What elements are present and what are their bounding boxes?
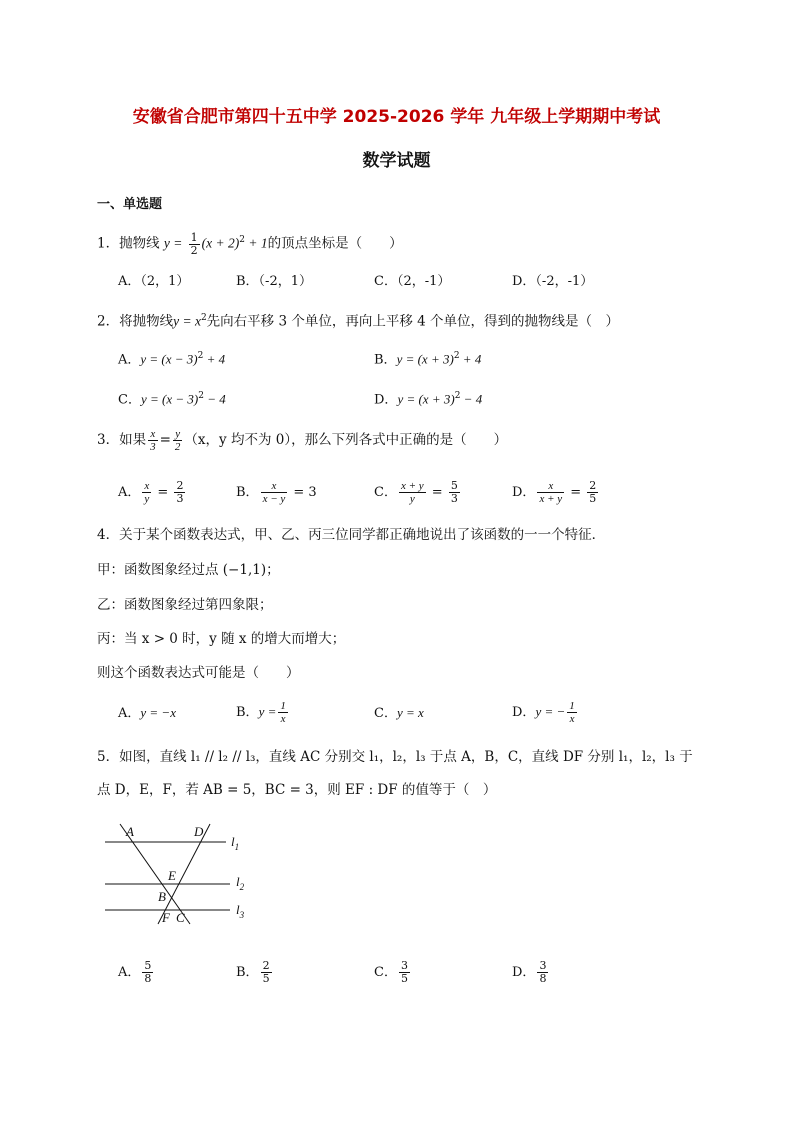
option-label: B． bbox=[236, 965, 259, 980]
exponent: 2 bbox=[200, 313, 207, 323]
option-a: A．（2，1） bbox=[118, 274, 190, 289]
question-5-stem bbox=[97, 747, 693, 767]
fraction bbox=[449, 480, 460, 505]
fraction bbox=[261, 480, 288, 505]
question-number: 4． bbox=[97, 527, 120, 543]
option-label: C． bbox=[118, 392, 141, 408]
denominator: x + y bbox=[539, 493, 563, 505]
exponent: 2 bbox=[198, 391, 204, 401]
option-d bbox=[374, 386, 482, 410]
option-label: D． bbox=[512, 965, 536, 980]
label-l3 bbox=[236, 902, 245, 920]
numerator: 2 bbox=[176, 479, 184, 492]
numerator: 2 bbox=[262, 959, 270, 972]
denominator: 5 bbox=[589, 492, 597, 505]
option-label: A． bbox=[118, 485, 141, 500]
numerator: x bbox=[537, 480, 564, 493]
option-label: A． bbox=[118, 965, 141, 980]
denominator: y bbox=[409, 493, 415, 505]
option-label: A． bbox=[118, 352, 141, 368]
option-b bbox=[236, 700, 290, 725]
fraction bbox=[537, 960, 548, 985]
fraction bbox=[142, 480, 151, 505]
exponent: 2 bbox=[197, 351, 204, 361]
option-b: B． $\frac{x}{x - y}$ = 3 bbox=[236, 480, 317, 505]
question-2-stem bbox=[97, 308, 619, 332]
fraction bbox=[189, 232, 200, 257]
fraction bbox=[537, 480, 564, 505]
section-heading: 一、单选题 bbox=[97, 197, 163, 212]
numerator: 1 bbox=[190, 230, 198, 244]
label-l: l bbox=[236, 874, 240, 889]
numerator: x + y bbox=[400, 480, 424, 492]
option-label: D． bbox=[374, 392, 398, 408]
stem-text: 先向右平移 3 个单位，再向上平移 4 个单位，得到的抛物线是（ ） bbox=[206, 313, 620, 330]
denominator: 3 bbox=[450, 492, 458, 505]
label-d: D bbox=[194, 824, 204, 839]
math-expr: y = x bbox=[173, 313, 201, 329]
exponent: 2 bbox=[454, 391, 461, 401]
stem-text: 关于某个函数表达式，甲、乙、丙三位同学都正确地说出了该函数的一一个特征． bbox=[119, 527, 606, 543]
option-label: C． bbox=[374, 485, 397, 500]
numerator: x bbox=[261, 480, 288, 493]
option-label: B． bbox=[236, 485, 259, 500]
math-expr: (x + 2) bbox=[201, 235, 240, 251]
denominator: 3 bbox=[150, 441, 156, 453]
math-expr: − 4 bbox=[460, 391, 483, 407]
denominator: y bbox=[144, 493, 150, 505]
option-c bbox=[374, 703, 424, 724]
label-b: B bbox=[158, 889, 166, 904]
label-e: E bbox=[168, 868, 176, 883]
condition-yi: 乙：函数图象经过第四象限； bbox=[97, 597, 273, 613]
option-label: B． bbox=[236, 705, 259, 720]
math-expr: y = x bbox=[396, 705, 424, 720]
question-number: 1． bbox=[97, 235, 120, 252]
numerator: 1 bbox=[280, 700, 286, 712]
option-b: B．（-2，1） bbox=[236, 274, 312, 289]
math-expr: + 1 bbox=[245, 235, 268, 251]
option-a bbox=[118, 960, 155, 985]
line-df bbox=[158, 824, 210, 924]
option-c: C．（2，-1） bbox=[374, 274, 451, 289]
equals-sign: = bbox=[159, 432, 171, 448]
math-expr: y = (x + 3) bbox=[396, 351, 454, 367]
question-number: 2． bbox=[97, 313, 120, 330]
question-4-prompt: 则这个函数表达式可能是（ ） bbox=[97, 665, 300, 681]
question-4-stem bbox=[97, 525, 605, 545]
denominator: x bbox=[280, 713, 286, 725]
fraction bbox=[399, 960, 410, 985]
option-d bbox=[512, 700, 579, 725]
parallel-lines-figure bbox=[100, 818, 260, 930]
question-3-stem bbox=[97, 428, 507, 453]
math-expr: − 4 bbox=[203, 391, 226, 407]
stem-text: 如图，直线 l₁ // l₂ // l₃，直线 AC 分别交 l₁，l₂，l₃ 于点 A，B，C，直线 DF 分别 l₁，l₂，l₃ 于 bbox=[119, 749, 693, 765]
option-label: C． bbox=[374, 965, 397, 980]
document-title: 安徽省合肥市第四十五中学 2025-2026 学年 九年级上学期期中考试 bbox=[132, 107, 661, 127]
stem-text: 的顶点坐标是（ ） bbox=[267, 235, 403, 252]
fraction bbox=[399, 480, 426, 505]
option-c bbox=[118, 386, 226, 410]
stem-text: 抛物线 bbox=[119, 235, 160, 252]
math-expr: y = (x − 3) bbox=[140, 391, 199, 407]
numerator: 3 bbox=[400, 959, 408, 972]
label-sub: 2 bbox=[239, 882, 245, 892]
line-ac bbox=[120, 824, 190, 924]
condition-bing: 丙：当 x > 0 时，y 随 x 的增大而增大； bbox=[97, 631, 346, 647]
label-sub: 3 bbox=[239, 910, 245, 920]
question-number: 5． bbox=[97, 749, 120, 765]
denominator: x bbox=[569, 713, 575, 725]
numerator: x bbox=[148, 428, 158, 441]
numerator: 3 bbox=[539, 959, 547, 972]
fraction bbox=[148, 428, 158, 453]
numerator: 2 bbox=[589, 479, 597, 492]
denominator: 8 bbox=[144, 972, 152, 985]
math-expr: y = (x + 3) bbox=[397, 391, 455, 407]
label-l: l bbox=[231, 834, 235, 849]
fraction bbox=[173, 428, 183, 453]
option-label: D． bbox=[512, 485, 536, 500]
stem-text: 如果 bbox=[119, 432, 147, 448]
math-expr: + 4 bbox=[459, 351, 482, 367]
label-c: C bbox=[176, 910, 185, 925]
option-a bbox=[118, 703, 176, 724]
fraction bbox=[174, 480, 185, 505]
math-expr: y = bbox=[258, 704, 277, 719]
question-5-stem-cont: 点 D，E，F，若 AB = 5，BC = 3，则 EF : DF 的值等于（ ） bbox=[97, 782, 497, 798]
option-d: D．（-2，-1） bbox=[512, 274, 594, 289]
numerator: y bbox=[173, 428, 183, 441]
fraction bbox=[587, 480, 598, 505]
option-label: B． bbox=[374, 352, 397, 368]
numerator: x bbox=[144, 480, 150, 492]
denominator: x − y bbox=[262, 493, 286, 505]
math-expr: y = (x − 3) bbox=[140, 351, 198, 367]
stem-text: （x，y 均不为 0），那么下列各式中正确的是（ ） bbox=[184, 432, 508, 448]
denominator: 8 bbox=[539, 972, 547, 985]
option-c: C． $\frac{x + y}{y}$ = $\frac{5}{3}$ bbox=[374, 479, 458, 505]
fraction bbox=[142, 960, 153, 985]
label-a: A bbox=[126, 824, 134, 839]
option-label: A． bbox=[118, 706, 141, 721]
option-b bbox=[374, 346, 481, 370]
math-expr: y = bbox=[163, 235, 183, 251]
question-1-stem bbox=[97, 230, 403, 257]
option-b bbox=[236, 960, 274, 985]
math-expr: y = −x bbox=[140, 705, 176, 720]
fraction bbox=[261, 960, 272, 985]
exponent: 2 bbox=[453, 351, 460, 361]
fraction bbox=[278, 700, 288, 725]
option-a: A． $\frac{x}{y}$ = $\frac{2}{3}$ bbox=[118, 479, 184, 505]
denominator: 5 bbox=[262, 972, 270, 985]
numerator: 5 bbox=[144, 959, 152, 972]
question-number: 3． bbox=[97, 432, 120, 448]
label-l1 bbox=[231, 834, 239, 852]
fraction bbox=[567, 700, 577, 725]
label-sub: 1 bbox=[234, 842, 240, 852]
option-label: C． bbox=[374, 706, 397, 721]
rhs-value: 3 bbox=[308, 485, 317, 500]
exponent: 2 bbox=[239, 235, 245, 245]
numerator: 5 bbox=[450, 479, 458, 492]
label-l: l bbox=[236, 902, 240, 917]
denominator: 2 bbox=[190, 243, 198, 257]
option-d bbox=[512, 960, 550, 985]
label-f: F bbox=[162, 910, 170, 925]
option-c bbox=[374, 960, 412, 985]
math-expr: + 4 bbox=[203, 351, 226, 367]
label-l2 bbox=[236, 874, 245, 892]
option-d: D． $\frac{x}{x + y}$ = $\frac{2}{5}$ bbox=[512, 479, 597, 505]
denominator: 5 bbox=[400, 972, 408, 985]
numerator: 1 bbox=[569, 700, 575, 712]
math-expr: y = − bbox=[535, 704, 566, 719]
option-a bbox=[118, 346, 225, 370]
denominator: 2 bbox=[174, 441, 181, 453]
denominator: 3 bbox=[176, 492, 184, 505]
stem-text: 将抛物线 bbox=[119, 313, 174, 330]
option-label: D． bbox=[512, 705, 536, 720]
document-subtitle: 数学试题 bbox=[362, 151, 431, 171]
condition-jia: 甲：函数图象经过点 (−1,1)； bbox=[97, 562, 280, 578]
